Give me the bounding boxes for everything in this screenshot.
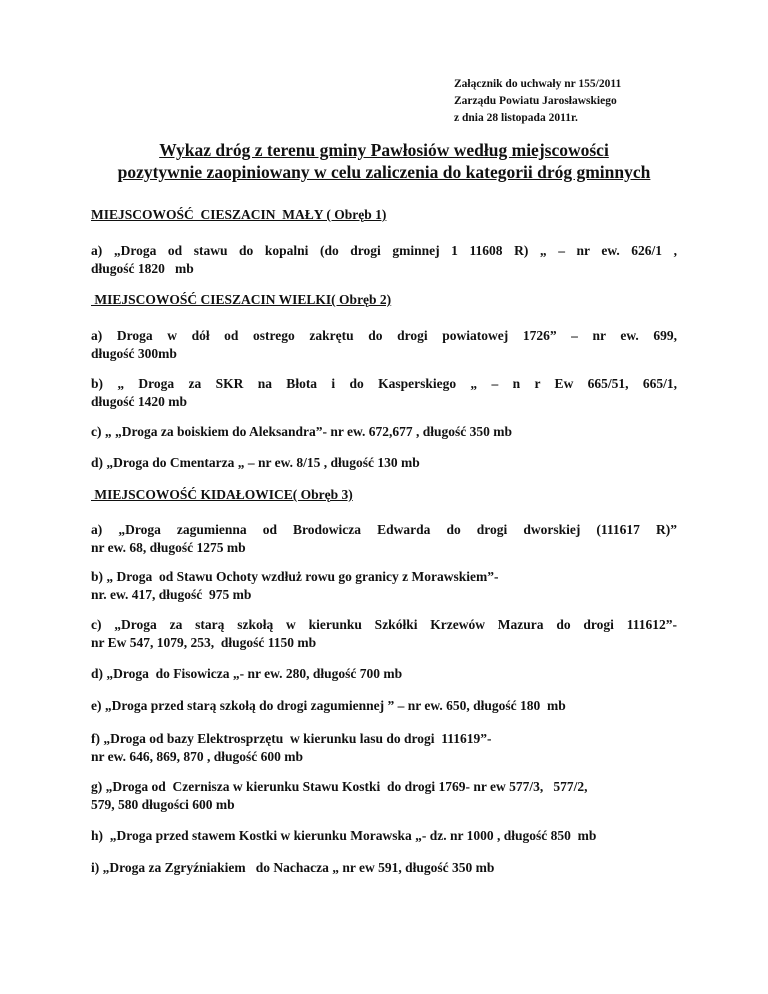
road-entry-line: f) „Droga od bazy Elektrosprzętu w kierunku lasu do drogi 111619”-: [91, 731, 492, 746]
road-entry-line: d) „Droga do Fisowicza „- nr ew. 280, długość 700 mb: [91, 666, 403, 681]
road-entry: [91, 859, 677, 877]
road-entry-line: b) „ Droga za SKR na Błota i do Kasperskiego „ – n r Ew 665/51, 665/1,: [91, 376, 677, 391]
attachment-line-3: z dnia 28 listopada 2011r.: [454, 112, 578, 124]
title-line-1: Wykaz dróg z terenu gminy Pawłosiów według miejscowości: [159, 140, 609, 160]
attachment-line-1: Załącznik do uchwały nr 155/2011: [454, 78, 622, 90]
road-entry-line: długość 1820 mb: [91, 261, 194, 276]
road-entry-line: g) „Droga od Czernisza w kierunku Stawu Kostki do drogi 1769- nr ew 577/3, 577/2,: [91, 779, 588, 794]
document-title: [0, 139, 768, 183]
title-line-2: pozytywnie zaopiniowany w celu zaliczenia do kategorii dróg gminnych: [117, 162, 651, 182]
road-entry: [91, 568, 677, 604]
road-entry-line: nr Ew 547, 1079, 253, długość 1150 mb: [91, 635, 317, 650]
road-entry-line: nr. ew. 417, długość 975 mb: [91, 587, 252, 602]
section-heading-cieszacin-wielki: MIEJSCOWOŚĆ CIESZACIN WIELKI( Obręb 2): [91, 292, 392, 307]
road-entry-line: e) „Droga przed starą szkołą do drogi zagumiennej ” – nr ew. 650, długość 180 mb: [91, 698, 566, 713]
road-entry-line: nr ew. 68, długość 1275 mb: [91, 540, 246, 555]
road-entry: [91, 375, 677, 411]
road-entry-line: h) „Droga przed stawem Kostki w kierunku Morawska „- dz. nr 1000 , długość 850 mb: [91, 828, 597, 843]
road-entry: [91, 665, 677, 683]
road-entry: [91, 827, 677, 845]
section-heading-kidalowice: MIEJSCOWOŚĆ KIDAŁOWICE( Obręb 3): [91, 487, 353, 502]
road-entry-line: a) Droga w dół od ostrego zakrętu do drogi powiatowej 1726” – nr ew. 699,: [91, 328, 677, 343]
road-entry: [91, 423, 677, 441]
road-entry-line: c) „Droga za starą szkołą w kierunku Szkółki Krzewów Mazura do drogi 111612”-: [91, 617, 677, 632]
road-entry: [91, 778, 677, 814]
road-entry-line: a) „Droga zagumienna od Brodowicza Edwarda do drogi dworskiej (111617 R)”: [91, 522, 677, 537]
attachment-line-2: Zarządu Powiatu Jarosławskiego: [454, 95, 617, 107]
road-entry: [91, 327, 677, 363]
section-heading-cieszacin-maly: MIEJSCOWOŚĆ CIESZACIN MAŁY ( Obręb 1): [91, 207, 387, 222]
road-entry: [91, 242, 677, 278]
road-entry-line: i) „Droga za Zgryźniakiem do Nachacza „ nr ew 591, długość 350 mb: [91, 860, 495, 875]
road-entry: [91, 730, 677, 766]
road-entry: [91, 616, 677, 652]
road-entry-line: b) „ Droga od Stawu Ochoty wzdłuż rowu go granicy z Morawskiem”-: [91, 569, 499, 584]
road-entry-line: d) „Droga do Cmentarza „ – nr ew. 8/15 , długość 130 mb: [91, 455, 420, 470]
road-entry-line: a) „Droga od stawu do kopalni (do drogi gminnej 1 11608 R) „ – nr ew. 626/1 ,: [91, 243, 677, 258]
road-entry-line: 579, 580 długości 600 mb: [91, 797, 235, 812]
road-entry-line: długość 300mb: [91, 346, 177, 361]
road-entry-line: nr ew. 646, 869, 870 , długość 600 mb: [91, 749, 304, 764]
road-entry-line: długość 1420 mb: [91, 394, 188, 409]
road-entry: [91, 521, 677, 557]
road-entry: [91, 697, 677, 715]
road-entry: [91, 454, 677, 472]
attachment-header: [454, 76, 621, 127]
road-entry-line: c) „ „Droga za boiskiem do Aleksandra”- nr ew. 672,677 , długość 350 mb: [91, 424, 513, 439]
